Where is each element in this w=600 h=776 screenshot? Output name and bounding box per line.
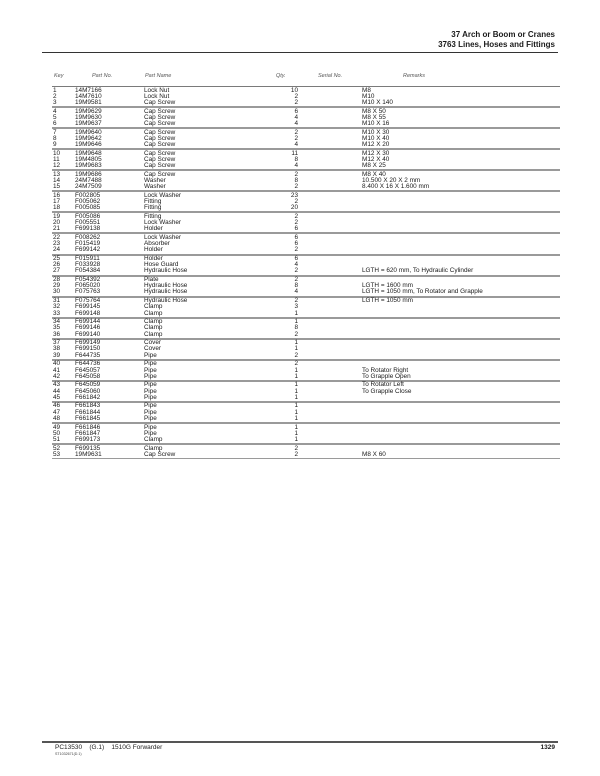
- col-part-no: Part No.: [92, 73, 113, 79]
- key-cell: 31: [53, 297, 61, 305]
- remarks-cell: To Grapple Close: [362, 387, 412, 395]
- part-name-cell: Hydraulic Hose: [144, 288, 188, 296]
- part-name-cell: Pipe: [144, 402, 157, 410]
- part-name-cell: Cap Screw: [144, 170, 176, 178]
- table-row: [52, 416, 560, 422]
- part-no-cell: F645058: [75, 372, 101, 380]
- table-row: [52, 268, 560, 274]
- col-key: Key: [54, 73, 64, 79]
- part-no-cell: 19M9581: [75, 98, 102, 106]
- part-name-cell: Pipe: [144, 393, 157, 401]
- qty-cell: 2: [294, 219, 298, 227]
- part-name-cell: Clamp: [144, 330, 163, 338]
- part-name-cell: Cap Screw: [144, 119, 176, 127]
- part-no-cell: F699142: [75, 246, 101, 254]
- part-no-cell: F661843: [75, 402, 101, 410]
- qty-cell: 8: [294, 176, 298, 184]
- part-no-cell: F075764: [75, 297, 101, 305]
- key-cell: 20: [53, 219, 61, 227]
- part-no-cell: F661842: [75, 393, 101, 401]
- qty-cell: 6: [294, 225, 298, 233]
- row-group: [52, 380, 560, 401]
- part-name-cell: Holder: [144, 255, 163, 262]
- qty-cell: 1: [294, 393, 298, 401]
- part-no-cell: 14M7166: [75, 86, 102, 94]
- qty-cell: 1: [294, 381, 298, 389]
- table-row: [52, 121, 560, 127]
- part-name-cell: Pipe: [144, 372, 157, 380]
- qty-cell: 1: [294, 429, 298, 437]
- remarks-cell: LGTH = 1600 mm: [362, 282, 413, 290]
- remarks-cell: M10 X 16: [362, 119, 390, 127]
- part-name-cell: Lock Washer: [144, 233, 182, 241]
- key-cell: 16: [53, 191, 61, 199]
- part-no-cell: F033928: [75, 261, 101, 269]
- key-cell: 8: [53, 134, 57, 142]
- key-cell: 32: [53, 303, 61, 311]
- part-name-cell: Clamp: [144, 303, 163, 311]
- qty-cell: 1: [294, 366, 298, 374]
- key-cell: 4: [53, 107, 57, 115]
- key-cell: 40: [53, 360, 61, 368]
- col-serial-no: Serial No.: [318, 73, 343, 79]
- remarks-cell: M8 X 25: [362, 162, 386, 170]
- part-no-cell: F075763: [75, 288, 101, 296]
- qty-cell: 4: [294, 119, 298, 127]
- key-cell: 29: [53, 282, 61, 290]
- table-row: [52, 452, 560, 458]
- qty-cell: 1: [294, 345, 298, 353]
- part-name-cell: Pipe: [144, 423, 157, 431]
- key-cell: 22: [53, 233, 61, 241]
- part-no-cell: F644736: [75, 360, 101, 368]
- row-group: [52, 190, 560, 211]
- remarks-cell: To Rotator Right: [362, 366, 409, 374]
- part-no-cell: 19M4805: [75, 155, 102, 163]
- part-no-cell: F054384: [75, 267, 101, 275]
- part-name-cell: Hose Guard: [144, 261, 179, 269]
- part-name-cell: Clamp: [144, 435, 163, 443]
- part-name-cell: Pipe: [144, 366, 157, 374]
- part-no-cell: F699146: [75, 324, 101, 332]
- key-cell: 52: [53, 444, 61, 452]
- key-cell: 36: [53, 330, 61, 338]
- table-row: [52, 163, 560, 169]
- part-no-cell: F699138: [75, 225, 101, 233]
- remarks-cell: M8 X 40: [362, 170, 386, 178]
- qty-cell: 2: [294, 134, 298, 142]
- key-cell: 18: [53, 204, 61, 212]
- key-cell: 11: [53, 155, 60, 163]
- col-part-name: Part Name: [145, 73, 172, 79]
- key-cell: 15: [53, 183, 61, 191]
- part-name-cell: Clamp: [144, 309, 163, 317]
- qty-cell: 11: [291, 149, 298, 157]
- row-group: [52, 317, 560, 338]
- key-cell: 19: [53, 212, 61, 220]
- qty-cell: 2: [294, 351, 298, 359]
- remarks-cell: M12 X 20: [362, 141, 390, 148]
- key-cell: 43: [53, 381, 61, 389]
- key-cell: 33: [53, 309, 61, 317]
- part-no-cell: F661846: [75, 423, 101, 431]
- part-name-cell: Holder: [144, 246, 163, 254]
- remarks-cell: 8.400 X 16 X 1.600 mm: [362, 183, 430, 191]
- key-cell: 46: [53, 402, 61, 410]
- key-cell: 7: [53, 128, 57, 136]
- qty-cell: 6: [294, 233, 298, 241]
- qty-cell: 1: [294, 435, 298, 443]
- row-group: [52, 86, 560, 106]
- qty-cell: 10: [290, 86, 298, 94]
- qty-cell: 6: [294, 255, 298, 262]
- part-no-cell: 24M7488: [75, 176, 102, 184]
- part-no-cell: F645060: [75, 387, 101, 395]
- row-group: [52, 211, 560, 232]
- key-cell: 26: [53, 261, 61, 269]
- part-no-cell: 19M9683: [75, 162, 102, 170]
- key-cell: 10: [53, 149, 61, 157]
- part-name-cell: Lock Nut: [144, 92, 170, 100]
- part-name-cell: Cap Screw: [144, 155, 176, 163]
- qty-cell: 6: [294, 240, 298, 248]
- key-cell: 2: [53, 92, 57, 100]
- footer-doc-info: [55, 744, 162, 756]
- qty-cell: 4: [294, 141, 298, 148]
- qty-cell: 8: [294, 155, 298, 163]
- part-no-cell: 19M9646: [75, 141, 102, 148]
- row-group: [52, 296, 560, 317]
- part-no-cell: F005551: [75, 219, 101, 227]
- qty-cell: 1: [294, 318, 298, 326]
- key-cell: 1: [53, 86, 57, 94]
- key-cell: 34: [53, 318, 61, 326]
- qty-cell: 1: [294, 387, 298, 395]
- part-name-cell: Cap Screw: [144, 450, 176, 458]
- part-name-cell: Plate: [144, 276, 159, 284]
- doc-revision: (G.1): [89, 744, 105, 751]
- qty-cell: 8: [294, 324, 298, 332]
- part-no-cell: F699144: [75, 318, 101, 326]
- part-no-cell: 19M9640: [75, 128, 102, 136]
- part-no-cell: F699140: [75, 330, 101, 338]
- qty-cell: 2: [294, 212, 298, 220]
- table-row: [52, 100, 560, 106]
- qty-cell: 1: [294, 309, 298, 317]
- key-cell: 49: [53, 423, 61, 431]
- part-no-cell: F661844: [75, 408, 101, 416]
- part-name-cell: Hydraulic Hose: [144, 297, 188, 305]
- part-name-cell: Pipe: [144, 414, 157, 422]
- part-no-cell: 14M7610: [75, 92, 102, 100]
- qty-cell: 3: [294, 303, 298, 311]
- table-row: [52, 247, 560, 253]
- part-no-cell: F002805: [75, 191, 101, 199]
- part-name-cell: Cover: [144, 345, 162, 353]
- parts-table: [52, 86, 560, 459]
- key-cell: 44: [53, 387, 61, 395]
- qty-cell: 2: [294, 128, 298, 136]
- part-name-cell: Lock Nut: [144, 86, 170, 94]
- table-row: [52, 184, 560, 190]
- part-name-cell: Cap Screw: [144, 149, 176, 157]
- part-no-cell: F005086: [75, 212, 101, 220]
- part-no-cell: 19M9629: [75, 107, 102, 115]
- table-row: [52, 142, 560, 148]
- part-no-cell: F661847: [75, 429, 101, 437]
- part-name-cell: Clamp: [144, 318, 163, 326]
- key-cell: 3: [53, 98, 57, 106]
- part-name-cell: Pipe: [144, 351, 157, 359]
- key-cell: 21: [53, 225, 61, 233]
- key-cell: 39: [53, 351, 61, 359]
- row-group: [52, 148, 560, 169]
- part-no-cell: F699135: [75, 444, 101, 452]
- qty-cell: 1: [294, 402, 298, 410]
- col-qty: Qty.: [276, 73, 286, 79]
- qty-cell: 23: [290, 191, 298, 199]
- part-name-cell: Clamp: [144, 324, 163, 332]
- part-no-cell: F699145: [75, 303, 101, 311]
- part-name-cell: Cap Screw: [144, 141, 176, 148]
- table-row: [52, 311, 560, 317]
- part-name-cell: Hydraulic Hose: [144, 282, 188, 290]
- qty-cell: 2: [294, 267, 298, 275]
- part-no-cell: F015911: [75, 255, 100, 262]
- qty-cell: 20: [290, 204, 298, 212]
- part-name-cell: Cap Screw: [144, 98, 176, 106]
- key-cell: 51: [53, 435, 61, 443]
- part-name-cell: Clamp: [144, 444, 163, 452]
- key-cell: 37: [53, 339, 61, 347]
- subsection-title: 3763 Lines, Hoses and Fittings: [438, 40, 555, 49]
- part-no-cell: F699150: [75, 345, 101, 353]
- section-title: 37 Arch or Boom or Cranes: [451, 30, 555, 39]
- part-name-cell: Cap Screw: [144, 134, 176, 142]
- table-row: [52, 437, 560, 443]
- part-no-cell: 19M9631: [75, 450, 102, 458]
- remarks-cell: M10 X 140: [362, 98, 393, 106]
- row-group: [52, 232, 560, 253]
- column-headers: [0, 73, 600, 83]
- part-name-cell: Cap Screw: [144, 107, 176, 115]
- part-no-cell: F015419: [75, 240, 101, 248]
- remarks-cell: M8: [362, 86, 371, 94]
- key-cell: 30: [53, 288, 61, 296]
- qty-cell: 1: [294, 408, 298, 416]
- key-cell: 41: [53, 366, 61, 374]
- qty-cell: 2: [294, 276, 298, 284]
- part-name-cell: Fitting: [144, 204, 162, 212]
- remarks-cell: To Grapple Open: [362, 372, 411, 380]
- doc-reference: ST1032671(D.1): [55, 752, 82, 756]
- part-no-cell: F645057: [75, 366, 101, 374]
- part-no-cell: 19M9642: [75, 134, 102, 142]
- key-cell: 9: [53, 141, 57, 148]
- qty-cell: 2: [294, 198, 298, 205]
- key-cell: 28: [53, 276, 61, 284]
- key-cell: 13: [53, 170, 61, 178]
- qty-cell: 2: [294, 360, 298, 368]
- qty-cell: 1: [294, 372, 298, 380]
- part-name-cell: Pipe: [144, 408, 157, 416]
- qty-cell: 1: [294, 423, 298, 431]
- part-name-cell: Pipe: [144, 387, 157, 395]
- part-name-cell: Holder: [144, 225, 163, 233]
- part-name-cell: Lock Washer: [144, 219, 182, 227]
- part-no-cell: F054392: [75, 276, 101, 284]
- row-group: [52, 254, 560, 275]
- remarks-cell: M8 X 60: [362, 450, 386, 458]
- key-cell: 24: [53, 246, 61, 254]
- doc-id: PC13530: [55, 744, 83, 751]
- row-group: [52, 127, 560, 148]
- part-no-cell: F065020: [75, 282, 101, 290]
- remarks-cell: M10: [362, 92, 375, 100]
- table-row: [52, 395, 560, 401]
- key-cell: 48: [53, 414, 61, 422]
- part-no-cell: F645059: [75, 381, 101, 389]
- key-cell: 53: [53, 450, 61, 458]
- key-cell: 5: [53, 113, 57, 121]
- remarks-cell: LGTH = 1050 mm: [362, 297, 413, 305]
- qty-cell: 2: [294, 98, 298, 106]
- key-cell: 27: [53, 267, 61, 275]
- part-name-cell: Cap Screw: [144, 113, 176, 121]
- key-cell: 35: [53, 324, 61, 332]
- table-row: [52, 289, 560, 295]
- part-no-cell: 19M9648: [75, 149, 102, 157]
- row-group: [52, 359, 560, 380]
- qty-cell: 2: [294, 183, 298, 191]
- part-no-cell: F699149: [75, 339, 101, 347]
- table-row: [52, 374, 560, 380]
- remarks-cell: 10.500 X 20 X 2 mm: [362, 176, 421, 184]
- part-name-cell: Fitting: [144, 212, 162, 220]
- row-group: [52, 338, 560, 359]
- key-cell: 47: [53, 408, 61, 416]
- remarks-cell: LGTH = 620 mm, To Hydraulic Cylinder: [362, 267, 474, 275]
- qty-cell: 2: [294, 330, 298, 338]
- remarks-cell: M8 X 50: [362, 107, 386, 115]
- part-name-cell: Absorber: [144, 240, 170, 248]
- qty-cell: 2: [294, 444, 298, 452]
- qty-cell: 4: [294, 113, 298, 121]
- page-number: 1329: [540, 744, 555, 751]
- key-cell: 42: [53, 372, 61, 380]
- key-cell: 17: [53, 198, 61, 205]
- part-name-cell: Cap Screw: [144, 162, 176, 170]
- row-group: [52, 422, 560, 443]
- key-cell: 12: [53, 162, 61, 170]
- key-cell: 23: [53, 240, 61, 248]
- table-row: [52, 226, 560, 232]
- part-no-cell: 19M9630: [75, 113, 102, 121]
- part-name-cell: Pipe: [144, 381, 157, 389]
- row-group: [52, 275, 560, 296]
- row-group: [52, 401, 560, 422]
- part-name-cell: Washer: [144, 183, 166, 191]
- row-group: [52, 169, 560, 190]
- col-remarks: Remarks: [403, 73, 426, 79]
- part-no-cell: F644735: [75, 351, 101, 359]
- qty-cell: 2: [294, 246, 298, 254]
- qty-cell: 2: [294, 450, 298, 458]
- part-no-cell: F699173: [75, 435, 101, 443]
- key-cell: 50: [53, 429, 61, 437]
- remarks-cell: To Rotator Left: [362, 381, 404, 389]
- footer-divider: [42, 741, 558, 743]
- remarks-cell: M10 X 30: [362, 128, 390, 136]
- part-no-cell: F005062: [75, 198, 101, 205]
- qty-cell: 4: [294, 261, 298, 269]
- page-header: [438, 30, 555, 50]
- header-divider: [42, 52, 558, 53]
- key-cell: 38: [53, 345, 61, 353]
- part-name-cell: Lock Washer: [144, 191, 182, 199]
- row-group: [52, 106, 560, 127]
- part-name-cell: Pipe: [144, 360, 157, 368]
- machine-model: 1510G Forwarder: [111, 744, 163, 751]
- part-no-cell: F661845: [75, 414, 101, 422]
- qty-cell: 4: [294, 162, 298, 170]
- table-row: [52, 353, 560, 359]
- table-row: [52, 332, 560, 338]
- remarks-cell: M10 X 40: [362, 134, 390, 142]
- key-cell: 25: [53, 255, 61, 262]
- part-no-cell: F699148: [75, 309, 101, 317]
- part-no-cell: 19M9637: [75, 119, 102, 127]
- key-cell: 14: [53, 176, 61, 184]
- qty-cell: 1: [294, 339, 298, 347]
- part-name-cell: Cover: [144, 339, 162, 347]
- qty-cell: 4: [294, 288, 298, 296]
- part-name-cell: Washer: [144, 176, 166, 184]
- qty-cell: 8: [294, 282, 298, 290]
- row-group: [52, 443, 560, 459]
- qty-cell: 2: [294, 92, 298, 100]
- qty-cell: 6: [294, 107, 298, 115]
- part-no-cell: 24M7509: [75, 183, 102, 191]
- part-no-cell: 19M9686: [75, 170, 102, 178]
- part-no-cell: F008262: [75, 233, 101, 241]
- part-name-cell: Hydraulic Hose: [144, 267, 188, 275]
- qty-cell: 2: [294, 297, 298, 305]
- remarks-cell: M12 X 40: [362, 155, 390, 163]
- table-row: [52, 205, 560, 211]
- part-name-cell: Fitting: [144, 198, 162, 205]
- key-cell: 6: [53, 119, 57, 127]
- remarks-cell: M12 X 30: [362, 149, 390, 157]
- part-no-cell: F005085: [75, 204, 101, 212]
- remarks-cell: LGTH = 1050 mm, To Rotator and Grapple: [362, 288, 483, 296]
- part-name-cell: Cap Screw: [144, 128, 176, 136]
- qty-cell: 2: [294, 170, 298, 178]
- remarks-cell: M8 X 55: [362, 113, 386, 121]
- qty-cell: 1: [294, 414, 298, 422]
- part-name-cell: Pipe: [144, 429, 157, 437]
- key-cell: 45: [53, 393, 61, 401]
